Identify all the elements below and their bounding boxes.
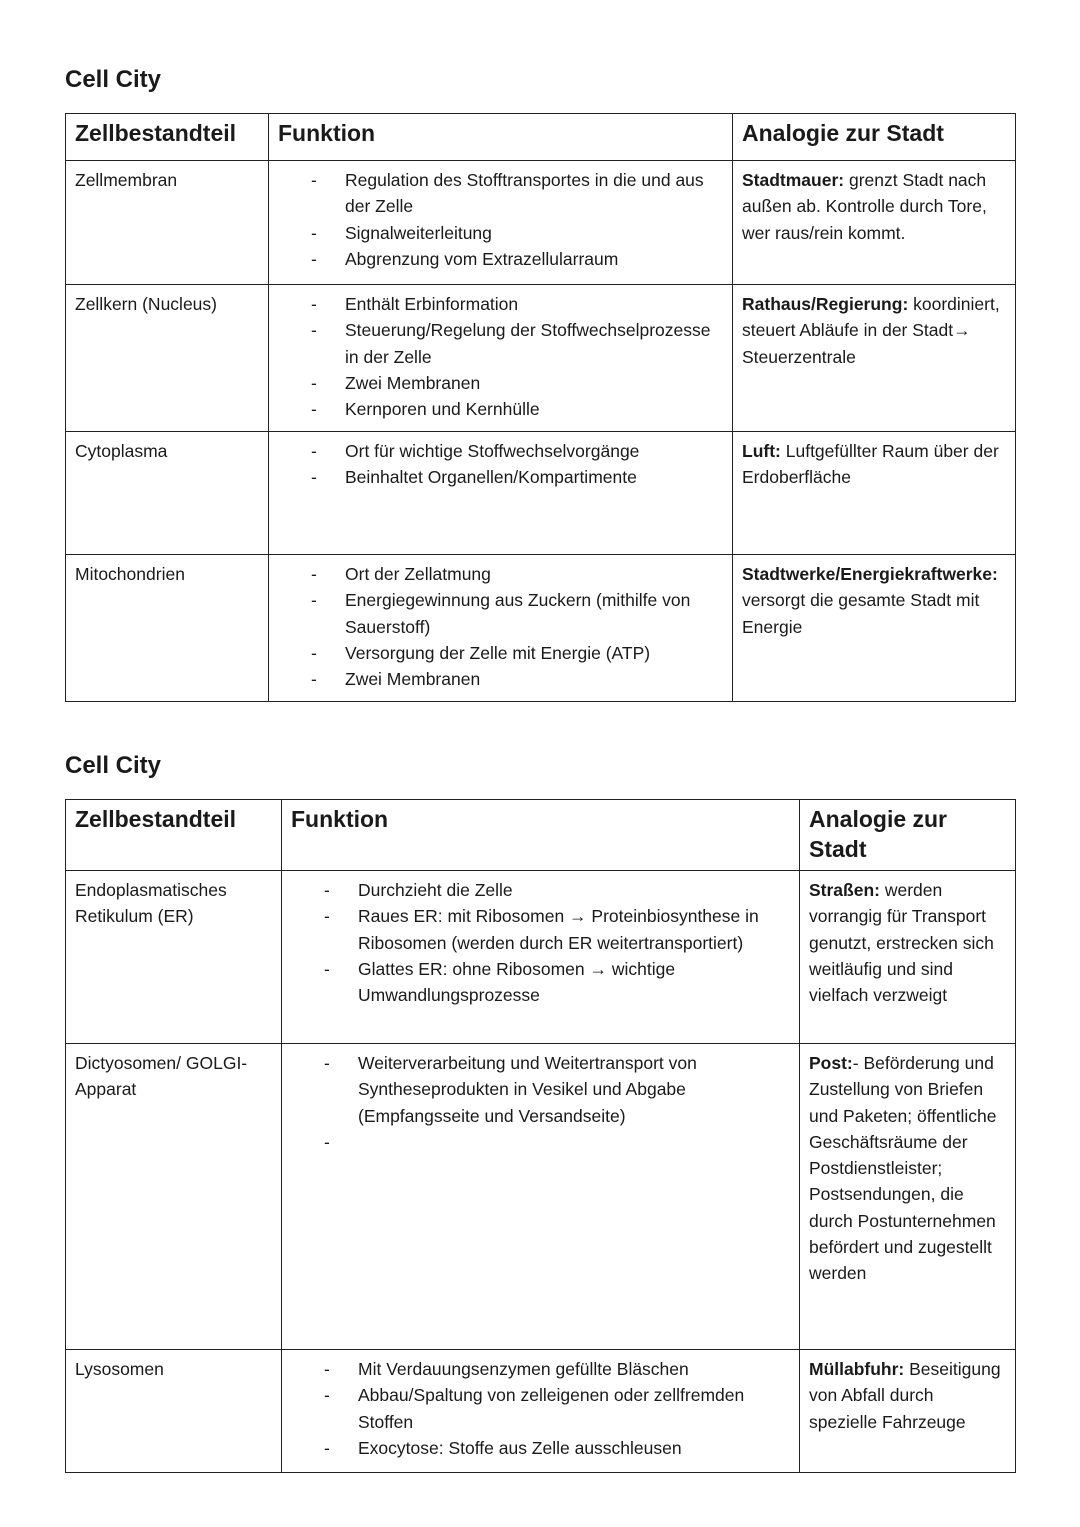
bullet-dash: - [324,880,330,900]
function-text: Abbau/Spaltung von zelleigenen oder zellfremden Stoffen [358,1385,745,1432]
cell-city-table-2 [65,799,1016,1473]
function-text: Regulation des Stofftransportes in die und aus der Zelle [345,170,704,217]
component-cell: Mitochondrien [66,555,269,702]
function-text: Beinhaltet Organellen/Kompartimente [345,467,637,488]
table-header-row [66,114,1016,161]
column-header: Zellbestandteil [66,800,282,871]
analogy-cell [733,285,1016,432]
analogy-text: - Beförderung und Zustellung von Briefen und Paketen; öffentliche Geschäftsräume der Postdienstleister; Postsendungen, die durch Postunternehmen befördert und zugestellt werden [809,1053,997,1284]
bullet-dash: - [311,372,317,393]
function-text: Durchzieht die Zelle [358,880,513,900]
analogy-cell [800,1350,1016,1473]
function-text: Zwei Membranen [345,372,481,393]
function-text: Glattes ER: ohne Ribosomen → wichtige Umwandlungsprozesse [358,958,676,1006]
list-item [278,220,723,246]
function-text: Ort für wichtige Stoffwechselvorgänge [345,441,640,461]
function-cell [282,1350,800,1473]
function-text: Energiegewinnung aus Zuckern (mithilfe von Sauerstoff) [345,590,691,637]
bullet-dash: - [311,320,317,341]
analogy-label: Straßen: [809,880,880,900]
analogy-text: grenzt Stadt nach außen ab. Kontrolle durch Tore, wer raus/rein kommt. [742,170,987,243]
column-header: Funktion [282,800,800,871]
function-text: Zwei Membranen [345,669,481,690]
function-cell [282,871,800,1044]
function-text: Steuerung/Regelung der Stoffwechselprozesse in der Zelle [345,320,711,367]
function-text: Versorgung der Zelle mit Energie (ATP) [345,642,651,663]
bullet-dash: - [324,906,330,927]
bullet-dash: - [311,590,317,611]
function-cell [269,555,733,702]
table-row [66,1044,1016,1350]
analogy-text: Beseitigung von Abfall durch spezielle Fahrzeuge [809,1359,1001,1432]
function-text: Weiterverarbeitung und Weitertransport von Syntheseprodukten in Vesikel und Abgabe (Empfangsseite und Versandseite) [358,1053,697,1126]
analogy-label: Müllabfuhr: [809,1359,905,1379]
section-title: Cell City [65,66,162,93]
function-text: Abgrenzung vom Extrazellularraum [345,248,619,269]
list-item [291,1435,790,1461]
bullet-dash: - [324,1131,330,1152]
bullet-dash: - [311,642,317,663]
component-cell: Cytoplasma [66,432,269,555]
bullet-dash: - [311,564,317,584]
bullet-dash: - [324,1385,330,1406]
function-text: Exocytose: Stoffe aus Zelle ausschleusen [358,1437,682,1458]
function-text: Ort der Zellatmung [345,564,491,584]
component-cell: Endoplasmatisches Retikulum (ER) [66,871,282,1044]
list-item [291,903,790,956]
analogy-label: Stadtmauer: [742,170,845,190]
list-item [291,1050,790,1129]
bullet-dash: - [324,1437,330,1458]
component-cell: Lysosomen [66,1350,282,1473]
analogy-cell [800,1044,1016,1350]
table-row [66,871,1016,1044]
list-item [291,1382,790,1435]
list-item [278,587,723,640]
analogy-label: Stadtwerke/Energiekraftwerke: [742,564,998,584]
column-header: Funktion [269,114,733,161]
list-item [278,464,723,490]
table-row [66,285,1016,432]
column-header: Zellbestandteil [66,114,269,161]
component-cell: Dictyosomen/ GOLGI-Apparat [66,1044,282,1350]
analogy-text: versorgt die gesamte Stadt mit Energie [742,590,980,637]
list-item [278,666,723,692]
function-cell [269,285,733,432]
bullet-dash: - [324,1359,330,1379]
function-text: Mit Verdauungsenzymen gefüllte Bläschen [358,1359,689,1379]
function-text: Signalweiterleitung [345,222,492,243]
function-text: Kernporen und Kernhülle [345,399,540,420]
list-item [278,246,723,272]
list-item [291,1129,790,1155]
column-header: Analogie zur Stadt [733,114,1016,161]
section-title: Cell City [65,752,162,779]
bullet-dash: - [311,441,317,461]
list-item [291,956,790,1009]
function-text: Raues ER: mit Ribosomen → Proteinbiosynthese in Ribosomen (werden durch ER weitertransportiert) [358,906,759,953]
analogy-text: Luftgefüllter Raum über der Erdoberfläche [742,441,999,488]
table-row [66,161,1016,285]
list-item [278,561,723,587]
analogy-label: Rathaus/Regierung: [742,294,909,314]
bullet-dash: - [311,467,317,488]
function-text: Enthält Erbinformation [345,294,519,314]
bullet-dash: - [311,222,317,243]
column-header: Analogie zur Stadt [800,800,1016,871]
bullet-dash: - [311,399,317,420]
list-item [278,317,723,370]
table-row [66,432,1016,555]
bullet-dash: - [324,1053,330,1073]
table-header-row [66,800,1016,871]
bullet-dash: - [311,669,317,690]
table-row [66,1350,1016,1473]
table-row [66,555,1016,702]
component-cell: Zellkern (Nucleus) [66,285,269,432]
analogy-label: Post: [809,1053,853,1073]
list-item [278,291,723,317]
function-cell [269,161,733,285]
component-cell: Zellmembran [66,161,269,285]
bullet-dash: - [311,170,317,190]
list-item [278,370,723,396]
analogy-label: Luft: [742,441,781,461]
list-item [278,167,723,220]
analogy-cell [733,555,1016,702]
bullet-dash: - [311,248,317,269]
analogy-cell [733,432,1016,555]
function-cell [282,1044,800,1350]
bullet-dash: - [324,958,330,979]
analogy-text: werden vorrangig für Transport genutzt, erstrecken sich weitläufig und sind vielfach verzweigt [809,880,994,1006]
cell-city-table-1 [65,113,1016,702]
function-cell [269,432,733,555]
list-item [278,438,723,464]
list-item [291,1356,790,1382]
analogy-cell [800,871,1016,1044]
bullet-dash: - [311,294,317,314]
list-item [278,640,723,666]
list-item [278,396,723,422]
analogy-text: koordiniert, steuert Abläufe in der Stadt→ Steuerzentrale [742,294,1000,367]
list-item [291,877,790,903]
analogy-cell [733,161,1016,285]
